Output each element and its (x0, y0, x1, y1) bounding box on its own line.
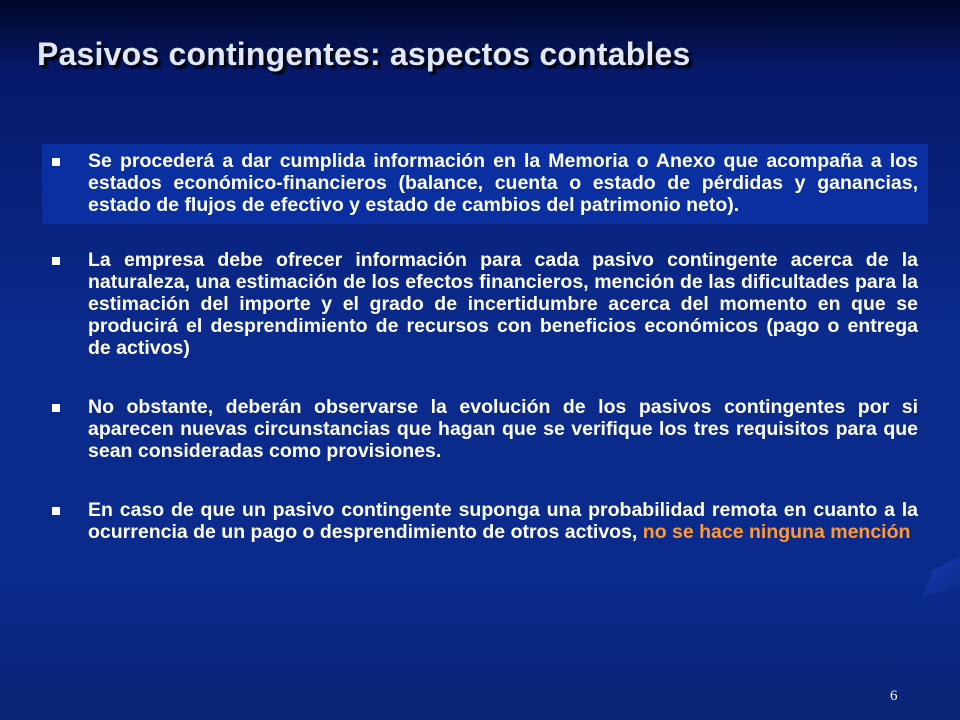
decorative-shape (922, 556, 960, 596)
page-number: 6 (890, 688, 898, 704)
bullet-text: En caso de que un pasivo contingente suponga una probabilidad remota en cuanto a la ocurrencia de un pago o desprendimiento de otros activos, (88, 499, 918, 543)
bullet-list (42, 144, 928, 549)
square-bullet-icon (52, 158, 60, 166)
square-bullet-icon (52, 507, 60, 515)
bullet-item-probabilidad-remota (42, 493, 928, 549)
bullet-text: Se procederá a dar cumplida información en la Memoria o Anexo que acompaña a los estados económico-financieros (balance, cuenta o estado de pérdidas y ganancias, estado de flujos de efectivo y estado de cambios del patrimonio neto). (88, 150, 918, 216)
highlighted-text: no se hace ninguna mención (642, 521, 911, 543)
bullet-item-informacion (42, 243, 928, 365)
bullet-item-memoria (42, 144, 928, 224)
bullet-text: No obstante, deberán observarse la evolución de los pasivos contingentes por si aparecen nuevas circunstancias que hagan que se verifique los tres requisitos para que sean consideradas como provisiones. (88, 396, 918, 462)
slide-title: Pasivos contingentes: aspectos contables (37, 36, 691, 72)
bullet-text: La empresa debe ofrecer información para cada pasivo contingente acerca de la naturaleza, una estimación de los efectos financieros, mención de las dificultades para la estimación del importe y el grado de incertidumbre acerca del momento en que se producirá el desprendimiento de recursos con beneficios económicos (pago o entrega de activos) (88, 249, 918, 359)
square-bullet-icon (52, 404, 60, 412)
bullet-item-evolucion (42, 390, 928, 468)
square-bullet-icon (52, 257, 60, 265)
